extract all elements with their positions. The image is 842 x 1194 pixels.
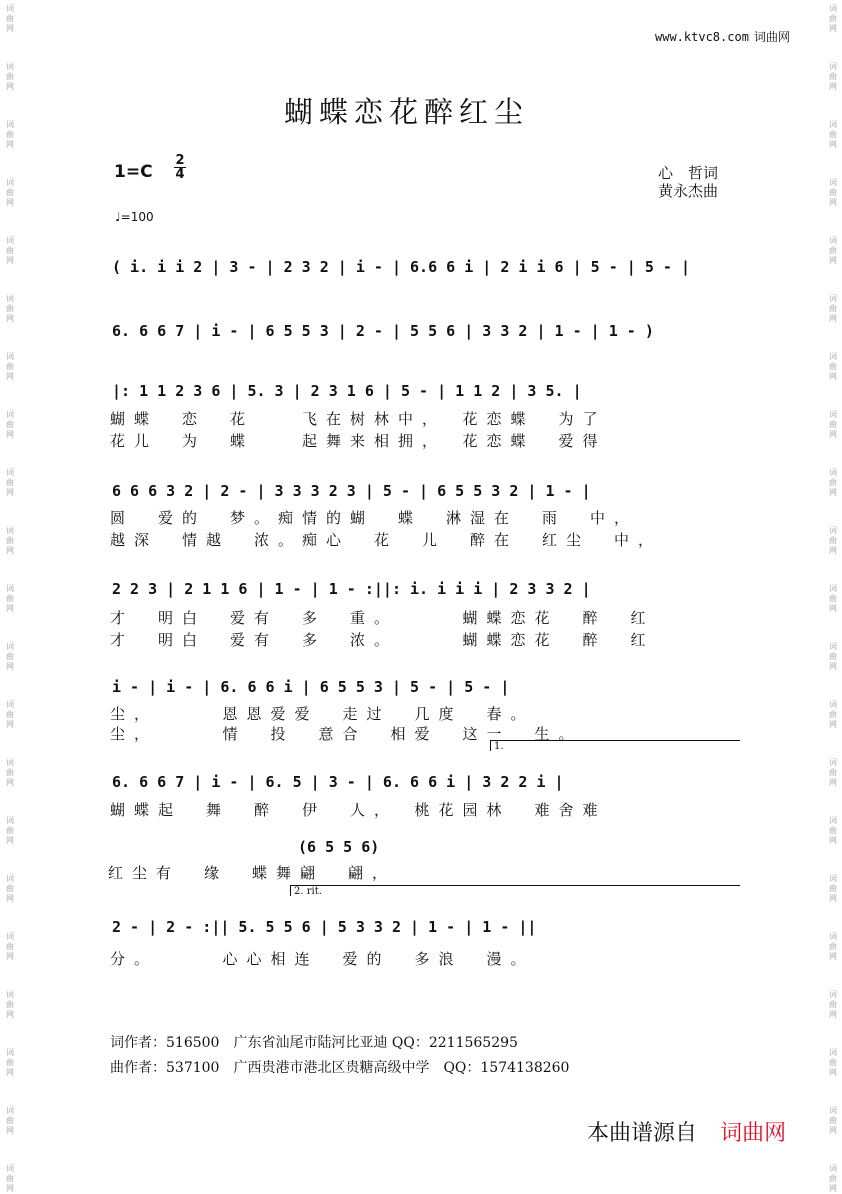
side-watermark-text: 词 曲 网	[829, 758, 837, 787]
side-watermark-text: 词 曲 网	[829, 62, 837, 91]
side-watermark-text: 词 曲 网	[6, 642, 14, 671]
side-watermark-text: 词 曲 网	[6, 874, 14, 903]
notation-row: 6 6 6 3 2 | 2 - | 3 3 3 2 3 | 5 - | 6 5 5 3 2 | 1 - |	[112, 482, 591, 500]
side-watermark-text: 词 曲 网	[829, 294, 837, 323]
side-watermark-text: 词 曲 网	[829, 642, 837, 671]
lyric-line: 蝴蝶 恋 花 飞在树林中， 花恋蝶 为了	[110, 410, 607, 428]
lyric-line: 花儿 为 蝶 起舞来相拥， 花恋蝶 爱得	[110, 432, 607, 450]
side-watermark-text: 词 曲 网	[6, 816, 14, 845]
notation-row: ( i. i i 2 | 3 - | 2 3 2 | i - | 6.6 6 i | 2 i i 6 | 5 - | 5 - |	[112, 258, 690, 276]
volta-bracket: 1.	[490, 740, 740, 751]
lyric-line: 尘， 恩恩爱爱 走过 几度 春。	[110, 705, 535, 723]
notation-row: 2 - | 2 - :|| 5. 5 5 6 | 5 3 3 2 | 1 - | 1 - ||	[112, 918, 537, 936]
side-watermark-text: 词 曲 网	[829, 4, 837, 33]
side-watermark-text: 词 曲 网	[829, 352, 837, 381]
lyric-line: 蝴蝶起 舞 醉 伊 人， 桃花园林 难舍难	[110, 801, 607, 819]
side-watermark-text: 词 曲 网	[6, 758, 14, 787]
side-watermark-text: 词 曲 网	[6, 4, 14, 33]
side-watermark-text: 词 曲 网	[829, 1106, 837, 1135]
tempo-marking: ♩=100	[115, 210, 154, 224]
side-watermark-text: 词 曲 网	[6, 62, 14, 91]
notation-row: |: 1 1 2 3 6 | 5. 3 | 2 3 1 6 | 5 - | 1 1 2 | 3 5. |	[112, 382, 582, 400]
side-watermark-text: 词 曲 网	[829, 584, 837, 613]
side-watermark-text: 词 曲 网	[6, 468, 14, 497]
side-watermark-text: 词 曲 网	[829, 874, 837, 903]
time-signature-top: 2	[175, 153, 185, 168]
key-signature: 1=C	[114, 162, 153, 182]
side-watermark-text: 词 曲 网	[6, 700, 14, 729]
side-watermark-text: 词 曲 网	[829, 236, 837, 265]
notation-row: i - | i - | 6. 6 6 i | 6 5 5 3 | 5 - | 5 - |	[112, 678, 510, 696]
side-watermark-text: 词 曲 网	[6, 1106, 14, 1135]
side-watermark-text: 词 曲 网	[6, 178, 14, 207]
side-watermark-text: 词 曲 网	[6, 932, 14, 961]
side-watermark-text: 词 曲 网	[829, 1164, 837, 1193]
time-signature-bottom: 4	[175, 167, 185, 182]
side-watermark-text: 词 曲 网	[6, 120, 14, 149]
lyricist-contact: 词作者：516500 广东省汕尾市陆河比亚迪 QQ：2211565295	[110, 1035, 518, 1051]
side-watermark-text: 词 曲 网	[829, 410, 837, 439]
side-watermark-text: 词 曲 网	[6, 410, 14, 439]
side-watermark-text: 词 曲 网	[829, 990, 837, 1019]
source-brand[interactable]: 词曲网	[720, 1121, 787, 1146]
volta-bracket: 2. rit.	[290, 885, 740, 896]
lyric-line: 越深 情越 浓。痴心 花 儿 醉在 红尘 中，	[110, 531, 663, 549]
side-watermark-text: 词 曲 网	[6, 990, 14, 1019]
side-watermark-text: 词 曲 网	[829, 526, 837, 555]
site-header	[655, 26, 790, 45]
side-watermark-text: 词 曲 网	[829, 178, 837, 207]
site-url[interactable]: www.ktvc8.com	[655, 30, 749, 44]
composer-contact: 曲作者：537100 广西贵港市港北区贵糖高级中学 QQ：1574138260	[110, 1060, 570, 1076]
lyric-line: 分。 心心相连 爱的 多浪 漫。	[110, 950, 535, 968]
lyric-line: 才 明白 爱有 多 浓。 蝴蝶恋花 醉 红	[110, 631, 655, 649]
source-label: 本曲谱源自	[587, 1121, 698, 1146]
notation-row: 6. 6 6 7 | i - | 6. 5 | 3 - | 6. 6 6 i | 3 2 2 i |	[112, 773, 564, 791]
song-title: 蝴蝶恋花醉红尘	[284, 95, 530, 129]
notation-row: 6. 6 6 7 | i - | 6 5 5 3 | 2 - | 5 5 6 | 3 3 2 | 1 - | 1 - )	[112, 322, 654, 340]
side-watermark-text: 词 曲 网	[6, 1164, 14, 1193]
side-watermark-text: 词 曲 网	[829, 816, 837, 845]
lyricist-credit: 心 哲词	[658, 164, 719, 182]
notation-row: 2 2 3 | 2 1 1 6 | 1 - | 1 - :||: i. i i i | 2 3 3 2 |	[112, 580, 591, 598]
source-footer	[587, 1116, 786, 1147]
side-watermark-text: 词 曲 网	[6, 352, 14, 381]
time-signature	[174, 154, 186, 181]
lyric-line: 才 明白 爱有 多 重。 蝴蝶恋花 醉 红	[110, 609, 655, 627]
side-watermark-text: 词 曲 网	[6, 294, 14, 323]
side-watermark-text: 词 曲 网	[829, 700, 837, 729]
site-name: 词曲网	[754, 30, 791, 44]
side-watermark-text: 词 曲 网	[6, 1048, 14, 1077]
lyric-line: 尘， 情 投 意合 相爱 这一 生。	[110, 725, 583, 743]
lyric-line: 圆 爱的 梦。痴情的蝴 蝶 淋湿在 雨 中，	[110, 509, 639, 527]
side-watermark-text: 词 曲 网	[829, 932, 837, 961]
lyric-line: 红尘有 缘 蝶舞翩 翩，	[108, 864, 397, 882]
side-watermark-text: 词 曲 网	[829, 1048, 837, 1077]
side-watermark-text: 词 曲 网	[6, 236, 14, 265]
side-watermark-text: 词 曲 网	[829, 468, 837, 497]
side-watermark-text: 词 曲 网	[829, 120, 837, 149]
composer-credit: 黄永杰曲	[658, 182, 719, 200]
notation-row: (6 5 5 6)	[298, 838, 380, 856]
side-watermark-text: 词 曲 网	[6, 584, 14, 613]
side-watermark-text: 词 曲 网	[6, 526, 14, 555]
